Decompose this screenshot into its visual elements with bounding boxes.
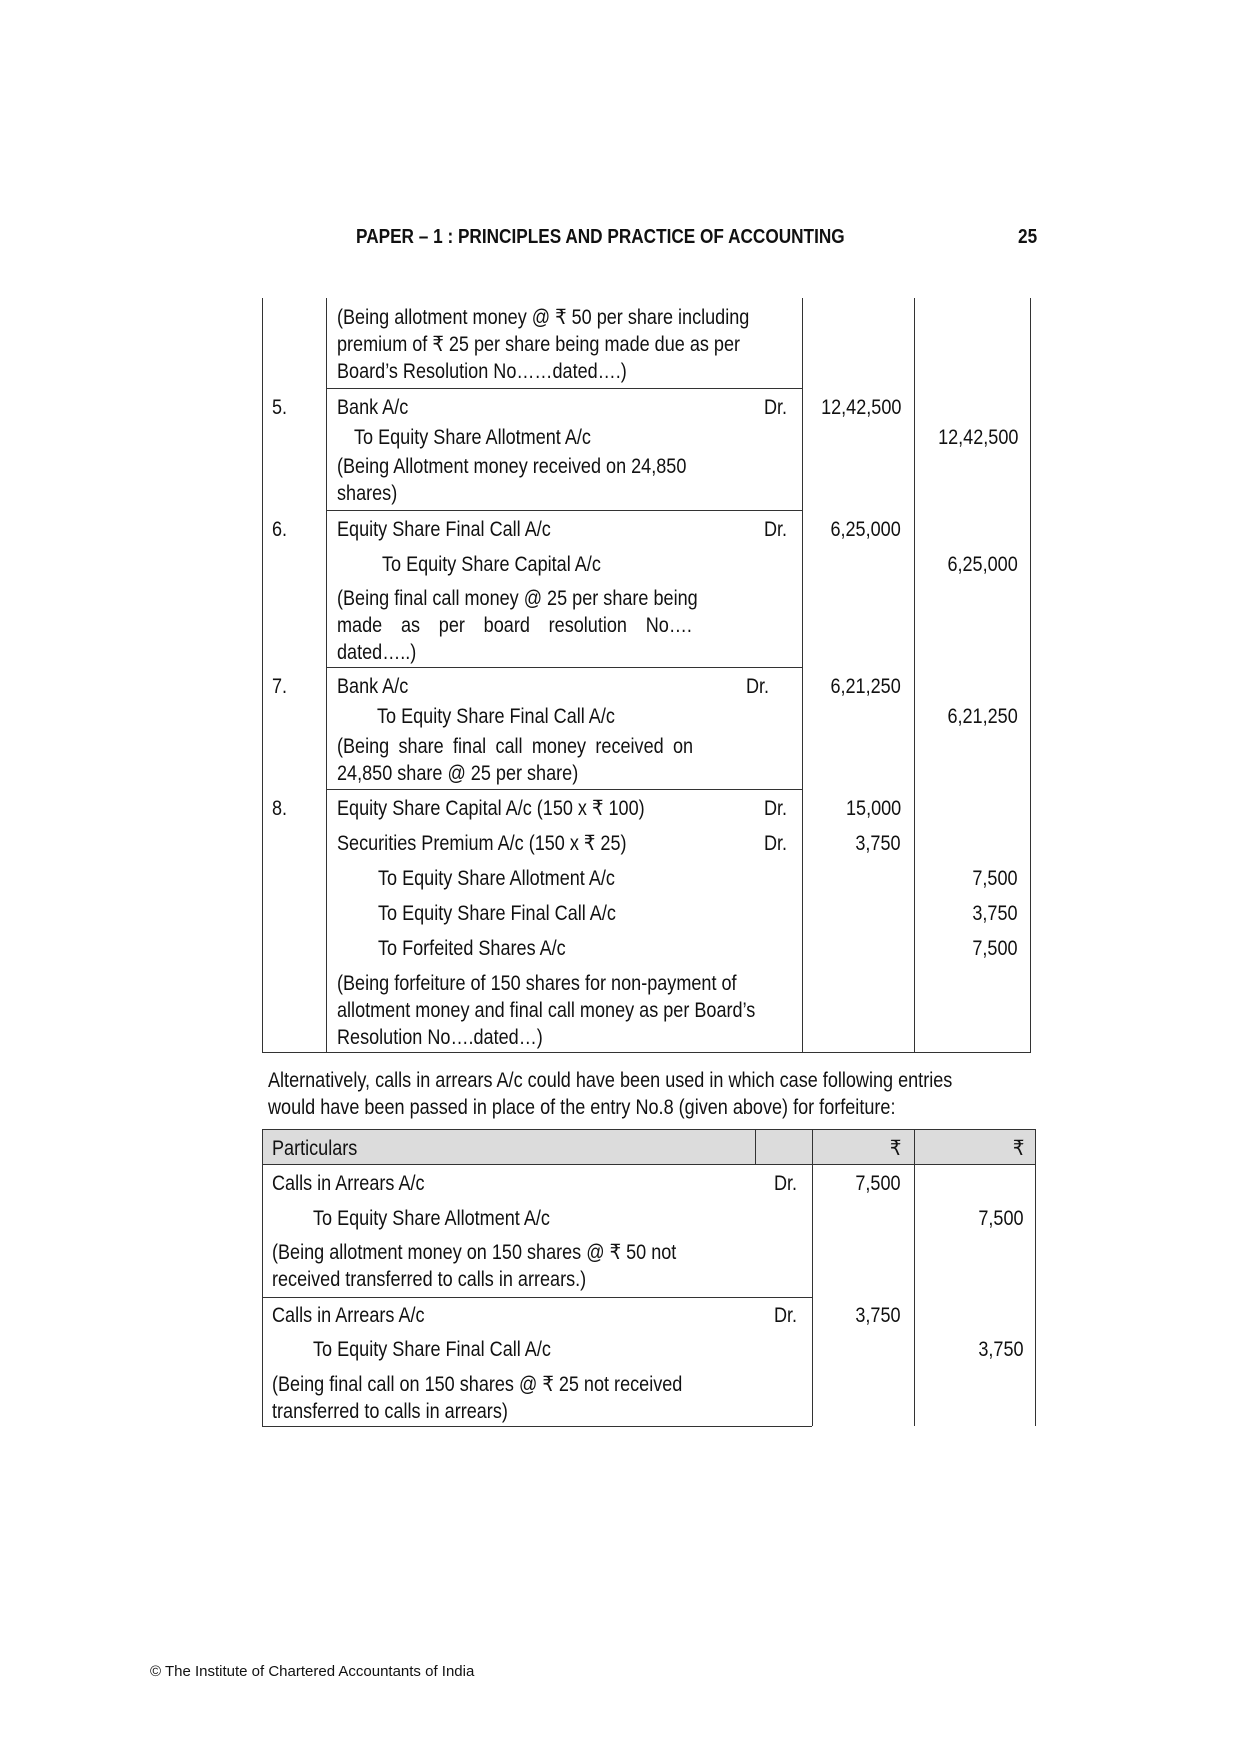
entry-number: 6. (272, 518, 288, 541)
narration-line: shares) (337, 482, 398, 505)
table1-border-right (1030, 298, 1031, 1053)
credit-amount: 7,500 (972, 937, 1018, 960)
credit-account: To Equity Share Final Call A/c (378, 902, 616, 925)
debit-account: Equity Share Final Call A/c (337, 518, 551, 541)
table1-row-divider (326, 789, 802, 790)
credit-amount: 3,750 (972, 902, 1018, 925)
credit-account: To Equity Share Final Call A/c (313, 1338, 551, 1361)
dr-label: Dr. (774, 1304, 798, 1327)
table2-header-background (262, 1129, 1035, 1164)
credit-amount: 6,21,250 (947, 705, 1018, 728)
credit-account: To Equity Share Final Call A/c (377, 705, 615, 728)
credit-account: To Equity Share Allotment A/c (354, 426, 591, 449)
credit-amount: 7,500 (978, 1207, 1024, 1230)
credit-amount: 7,500 (972, 867, 1018, 890)
debit-account: Equity Share Capital A/c (150 x ₹ 100) (337, 797, 645, 820)
debit-amount: 6,21,250 (830, 675, 901, 698)
dr-label: Dr. (746, 675, 770, 698)
narration-line: (Being forfeiture of 150 shares for non-payment of (337, 972, 737, 995)
entry-number: 8. (272, 797, 288, 820)
narration-line: (Being allotment money on 150 shares @ ₹ 50 not (272, 1241, 677, 1264)
debit-amount: 7,500 (855, 1172, 901, 1195)
table2-bottom-border (262, 1426, 812, 1427)
debit-account: Bank A/c (337, 396, 409, 419)
table2-header-bottom (262, 1164, 1035, 1165)
debit-amount: 3,750 (855, 1304, 901, 1327)
table1-divider-particulars (802, 298, 803, 1053)
debit-account: Calls in Arrears A/c (272, 1172, 425, 1195)
debit-amount: 15,000 (845, 797, 901, 820)
narration-line: (Being Allotment money received on 24,850 (337, 455, 687, 478)
narration-line: (Being final call money @ 25 per share being (337, 587, 698, 610)
narration-line: made as per board resolution No…. (337, 614, 692, 637)
debit-amount: 12,42,500 (820, 396, 901, 419)
dr-label: Dr. (774, 1172, 798, 1195)
dr-label: Dr. (764, 518, 788, 541)
narration-line: 24,850 share @ 25 per share) (337, 762, 579, 785)
page-number: 25 (1018, 226, 1038, 248)
narration-line: (Being allotment money @ ₹ 50 per share including (337, 306, 750, 329)
credit-amount: 12,42,500 (937, 426, 1018, 449)
dr-label: Dr. (764, 832, 788, 855)
credit-amount: 3,750 (978, 1338, 1024, 1361)
credit-amount: 6,25,000 (947, 553, 1018, 576)
entry-number: 5. (272, 396, 288, 419)
table2-row-divider (262, 1297, 812, 1298)
rupee-header: ₹ (889, 1137, 901, 1160)
credit-account: To Equity Share Allotment A/c (313, 1207, 550, 1230)
table2-border-right (1035, 1129, 1036, 1426)
debit-account: Bank A/c (337, 675, 409, 698)
debit-amount: 3,750 (855, 832, 901, 855)
page-title: PAPER – 1 : PRINCIPLES AND PRACTICE OF ACCOUNTING (356, 226, 845, 248)
narration-line: (Being share final call money received on (337, 735, 694, 758)
credit-account: To Equity Share Allotment A/c (378, 867, 615, 890)
narration-line: premium of ₹ 25 per share being made due as per (337, 333, 741, 356)
narration-line: dated…..) (337, 641, 417, 664)
table1-divider-debit (914, 298, 915, 1053)
table1-row-divider (326, 388, 802, 389)
entry-number: 7. (272, 675, 288, 698)
table2-border-left (262, 1129, 263, 1426)
table1-row-divider (326, 667, 802, 668)
narration-line: Board’s Resolution No……dated….) (337, 360, 627, 383)
debit-account: Calls in Arrears A/c (272, 1304, 425, 1327)
narration-line: transferred to calls in arrears) (272, 1400, 508, 1423)
particulars-header: Particulars (272, 1137, 358, 1160)
table2-top-border (262, 1129, 1035, 1130)
narration-line: received transferred to calls in arrears.) (272, 1268, 587, 1291)
debit-amount: 6,25,000 (830, 518, 901, 541)
table1-divider-no (326, 298, 327, 1053)
narration-line: (Being final call on 150 shares @ ₹ 25 not received (272, 1373, 683, 1396)
debit-account: Securities Premium A/c (150 x ₹ 25) (337, 832, 627, 855)
table1-border-left (262, 298, 263, 1053)
table1-bottom-border (262, 1052, 1030, 1053)
rupee-header: ₹ (1012, 1137, 1024, 1160)
footer-copyright: © The Institute of Chartered Accountants of India (150, 1663, 475, 1680)
credit-account: To Forfeited Shares A/c (378, 937, 566, 960)
dr-label: Dr. (764, 797, 788, 820)
table2-divider-particulars (812, 1129, 813, 1426)
narration-line: Resolution No….dated…) (337, 1026, 543, 1049)
narration-line: allotment money and final call money as per Board’s (337, 999, 756, 1022)
alternative-paragraph-line: Alternatively, calls in arrears A/c could have been used in which case following entries (268, 1069, 953, 1092)
alternative-paragraph-line: would have been passed in place of the entry No.8 (given above) for forfeiture: (268, 1096, 896, 1119)
table2-divider-debit (914, 1129, 915, 1426)
table1-row-divider (326, 510, 802, 511)
dr-label: Dr. (764, 396, 788, 419)
credit-account: To Equity Share Capital A/c (382, 553, 601, 576)
table2-header-divider (755, 1129, 756, 1164)
